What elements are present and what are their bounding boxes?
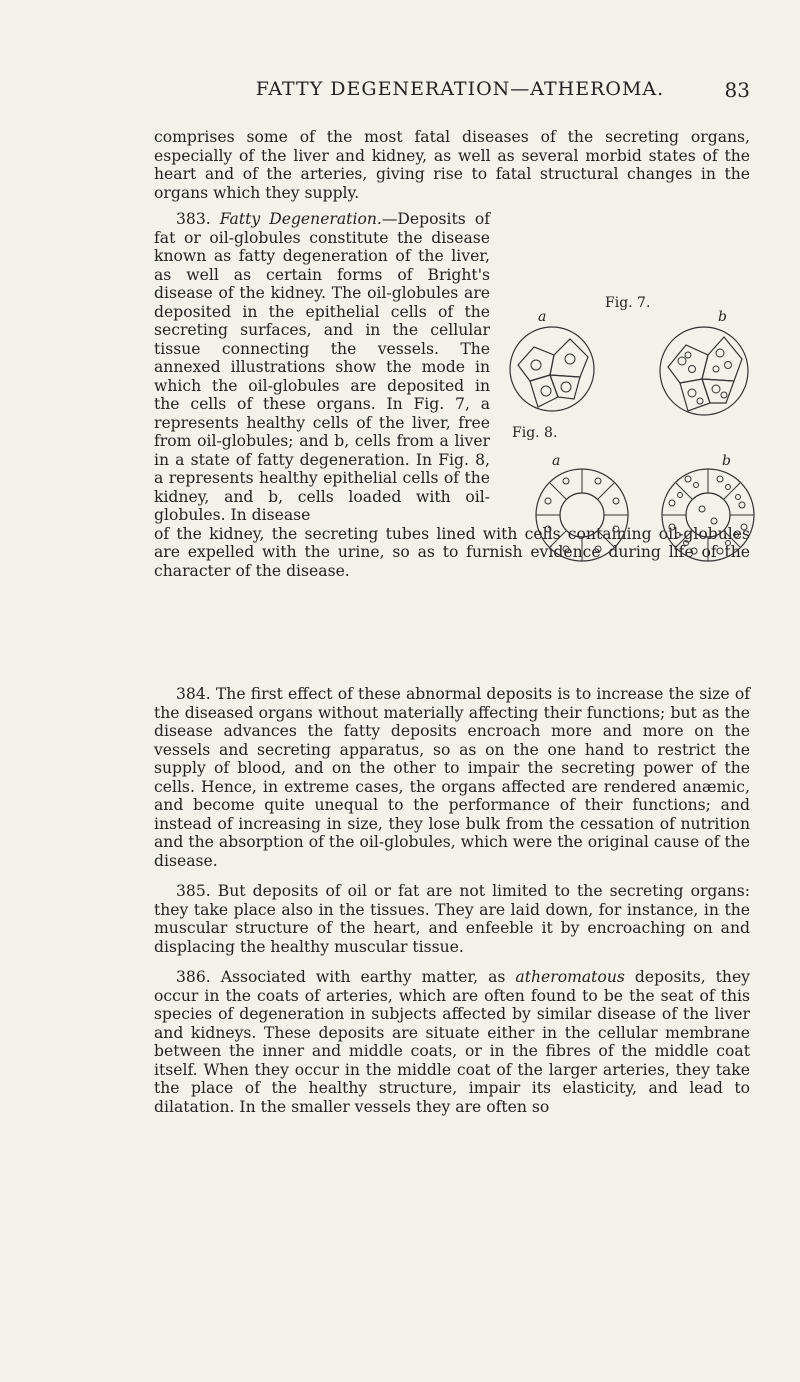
fig8-label: Fig. 8. (512, 425, 558, 441)
fig7-label: Fig. 7. (605, 295, 651, 311)
page-header (150, 78, 750, 108)
section-number: 384. (176, 685, 211, 703)
section-title: Fatty Degeneration. (219, 210, 382, 228)
running-head: FATTY DEGENERATION—ATHEROMA. (255, 78, 665, 100)
section-text-before: Associated with earthy matter, as (220, 968, 516, 986)
opening-paragraph (154, 128, 750, 214)
section-number: 385. (176, 882, 211, 900)
section-text: But deposits of oil or fat are not limited to the secreting organs: they take place also in the tissues. They are laid down, for instance, in the muscular structure of the heart, and enfeeble it by encroaching on and displacing the healthy muscular tissue. (154, 882, 750, 956)
later-sections (154, 685, 750, 1128)
section-number: 383. (176, 210, 211, 228)
fatty-liver-cells (658, 325, 750, 417)
fig7-letter-b: b (718, 309, 727, 325)
section-385 (154, 882, 750, 956)
fig8-letter-b: b (722, 453, 731, 469)
page-number: 83 (724, 78, 750, 102)
section-text-after: deposits, they occur in the coats of arteries, which are often found to be the seat of this species of degeneration in subjects affected by similar disease of the liver and kidneys. These deposits are situate either in the cellular membrane between the inner and middle coats, or in the fibres of the middle coat itself. When they occur in the middle coat of the larger arteries, they take the place of the healthy structure, impair its elasticity, and lead to dilatation. In the smaller vessels they are often so (154, 968, 750, 1116)
fig7-letter-a: a (538, 309, 547, 325)
section-text: The first effect of these abnormal deposits is to increase the size of the diseased organs without materially affecting their functions; but as the disease advances the fatty deposits encroach more and more on the vessels and secreting apparatus, so as on the one hand to restrict the supply of blood, and on the other to impair the secreting power of the cells. Hence, in extreme cases, the organs affected are rendered anæmic, and become quite unequal to the performance of their functions; and instead of increasing in size, they lose bulk from the cessation of nutrition and the absorption of the oil-globules, which were the original cause of the disease. (154, 685, 750, 870)
figure-area (490, 295, 770, 670)
section-number: 386. (176, 968, 211, 986)
section-384 (154, 685, 750, 870)
section-text-first: —Deposits of fat or oil-globules constitute the disease known as fatty degeneration of the liver, as well as certain forms of Bright's disease of the kidney. The oil-globules are deposited in the epithelial cells of the secreting surfaces, and in the cellular tissue connecting the vessels. The annexed illustrations show the mode in which the oil-globules are deposited in the cells of these organs. In Fig. 7, a represents healthy cells of the liver, free from oil-globules; and b, cells from a liver in a state of fatty degeneration. In Fig. 8, a represents healthy epithelial cells of the kidney, and b, cells loaded with oil-globules. In disease (154, 210, 490, 524)
section-text-rest: of the kidney, the secreting tubes lined with cells containing oil-globules are expelled with the urine, so as to furnish evidence during life of the character of the disease. (154, 524, 750, 580)
healthy-kidney-cells (532, 465, 632, 565)
healthy-liver-cells (508, 325, 596, 413)
fig8-letter-a: a (552, 453, 561, 469)
section-term: atheromatous (515, 968, 625, 986)
section-386 (154, 968, 750, 1116)
paragraph-text: comprises some of the most fatal diseases of the secreting organs, especially of the liver and kidney, as well as several morbid states of the heart and of the arteries, giving rise to fatal structural changes in the organs which they supply. (154, 128, 750, 202)
fatty-kidney-cells (658, 465, 758, 565)
section-paragraph (154, 210, 490, 525)
